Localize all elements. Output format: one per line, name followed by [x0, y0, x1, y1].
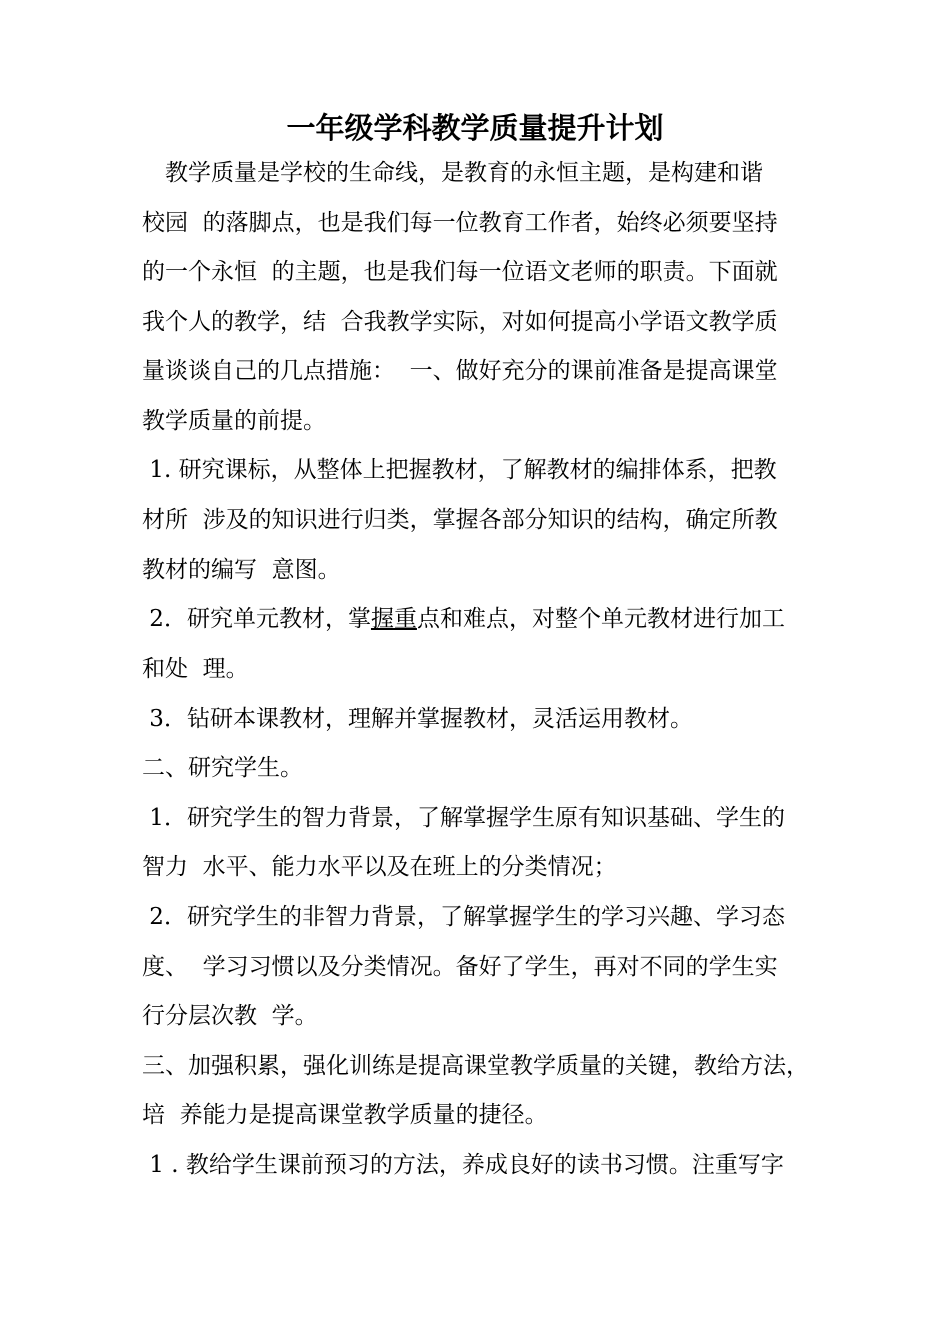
paragraph-line: 教材的编写 意图。 — [142, 557, 341, 583]
paragraph-line: 量谈谈自己的几点措施： 一、做好充分的课前准备是提高课堂 — [142, 358, 778, 384]
paragraph-line — [142, 604, 785, 634]
paragraph-line: 培 养能力是提高课堂教学质量的捷径。 — [142, 1102, 548, 1128]
paragraph-line: 和处 理。 — [142, 656, 249, 682]
document-title: 一年级学科教学质量提升计划 — [286, 111, 664, 145]
paragraph-line: 3．钻研本课教材，理解并掌握教材，灵活运用教材。 — [142, 706, 693, 732]
paragraph-line: 1．研究学生的智力背景，了解掌握学生原有知识基础、学生的 — [142, 805, 785, 831]
paragraph-line: 三、加强积累，强化训练是提高课堂教学质量的关键，教给方法， — [142, 1053, 809, 1079]
paragraph-line: 1. 研究课标，从整体上把握教材，了解教材的编排体系，把教 — [142, 457, 777, 483]
paragraph-line: 行分层次教 学。 — [142, 1003, 318, 1029]
line-text: 2．研究单元教材，掌 — [142, 606, 371, 632]
paragraph-line: 度、 学习习惯以及分类情况。备好了学生，再对不同的学生实 — [142, 954, 778, 980]
paragraph-line: 教学质量的前提。 — [142, 408, 326, 434]
paragraph-line: 材所 涉及的知识进行归类，掌握各部分知识的结构，确定所教 — [142, 507, 778, 533]
line-text: 点和难点，对整个单元教材进行加工 — [416, 606, 785, 632]
paragraph-line: 2．研究学生的非智力背景，了解掌握学生的学习兴趣、学习态 — [142, 904, 785, 930]
paragraph-line: 的一个永恒 的主题，也是我们每一位语文老师的职责。下面就 — [142, 259, 778, 285]
paragraph-line: 1 . 教给学生课前预习的方法，养成良好的读书习惯。注重写字 — [142, 1152, 784, 1178]
paragraph-line: 智力 水平、能力水平以及在班上的分类情况； — [142, 854, 617, 880]
paragraph-line: 校园 的落脚点，也是我们每一位教育工作者，始终必须要坚持 — [142, 210, 778, 236]
paragraph-line: 我个人的教学，结 合我教学实际，对如何提高小学语文教学质 — [142, 309, 778, 335]
paragraph-line: 二、研究学生。 — [142, 755, 303, 781]
paragraph-line: 教学质量是学校的生命线，是教育的永恒主题，是构建和谐 — [142, 160, 763, 186]
underlined-text: 握重 — [370, 606, 417, 632]
